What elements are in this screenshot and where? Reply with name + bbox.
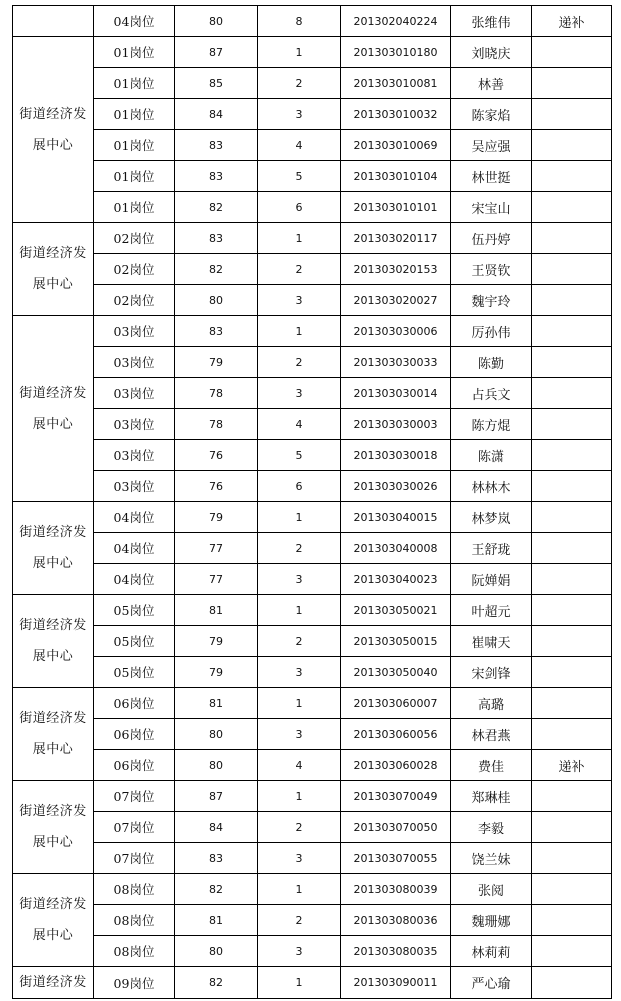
table-row (13, 657, 612, 688)
name-cell: 高璐 (451, 688, 532, 719)
rank-cell: 6 (258, 192, 341, 223)
unit-name-cell (13, 502, 94, 595)
score-cell: 78 (175, 409, 258, 440)
name-cell: 饶兰妹 (451, 843, 532, 874)
post-cell: 06岗位 (94, 750, 175, 781)
rank-cell: 3 (258, 99, 341, 130)
note-cell (532, 471, 612, 502)
unit-name-line: 街道经济发 (19, 106, 87, 122)
note-cell (532, 68, 612, 99)
ticket-number-cell: 201303030003 (341, 409, 451, 440)
rank-cell: 2 (258, 812, 341, 843)
score-cell: 84 (175, 812, 258, 843)
table-row (13, 223, 612, 254)
ticket-number-cell: 201303090011 (341, 967, 451, 999)
unit-name-line: 展中心 (32, 742, 74, 757)
ticket-number-cell: 201303010101 (341, 192, 451, 223)
rank-cell: 4 (258, 750, 341, 781)
table-row (13, 285, 612, 316)
score-cell: 79 (175, 626, 258, 657)
note-cell (532, 130, 612, 161)
unit-name-line: 展中心 (32, 277, 74, 292)
ticket-number-cell: 201303050015 (341, 626, 451, 657)
note-cell (532, 223, 612, 254)
score-cell: 78 (175, 378, 258, 409)
table-row (13, 99, 612, 130)
results-table (12, 5, 612, 999)
score-cell: 82 (175, 874, 258, 905)
rank-cell: 1 (258, 316, 341, 347)
ticket-number-cell: 201303080039 (341, 874, 451, 905)
score-cell: 77 (175, 564, 258, 595)
name-cell: 伍丹婷 (451, 223, 532, 254)
note-cell (532, 719, 612, 750)
rank-cell: 3 (258, 285, 341, 316)
table-row (13, 874, 612, 905)
rank-cell: 3 (258, 719, 341, 750)
score-cell: 85 (175, 68, 258, 99)
post-cell: 07岗位 (94, 812, 175, 843)
ticket-number-cell: 201303010032 (341, 99, 451, 130)
table-row (13, 781, 612, 812)
rank-cell: 3 (258, 378, 341, 409)
note-cell (532, 843, 612, 874)
post-cell: 08岗位 (94, 905, 175, 936)
unit-name-line: 展中心 (32, 928, 74, 943)
ticket-number-cell: 201303010104 (341, 161, 451, 192)
name-cell: 魏珊娜 (451, 905, 532, 936)
rank-cell: 1 (258, 595, 341, 626)
note-cell: 递补 (532, 750, 612, 781)
rank-cell: 5 (258, 161, 341, 192)
name-cell: 林林木 (451, 471, 532, 502)
post-cell: 02岗位 (94, 285, 175, 316)
score-cell: 76 (175, 471, 258, 502)
table-row (13, 564, 612, 595)
score-cell: 81 (175, 688, 258, 719)
score-cell: 80 (175, 6, 258, 37)
post-cell: 01岗位 (94, 192, 175, 223)
unit-name-line: 街道经济发 (19, 975, 87, 990)
unit-name-line: 街道经济发 (19, 246, 87, 261)
post-cell: 01岗位 (94, 68, 175, 99)
score-cell: 83 (175, 130, 258, 161)
rank-cell: 3 (258, 657, 341, 688)
unit-name-cell (13, 967, 94, 999)
table-row (13, 843, 612, 874)
table-body (13, 6, 612, 999)
unit-name-line: 街道经济发 (19, 525, 87, 540)
unit-name-cell (13, 595, 94, 688)
table-row (13, 6, 612, 37)
note-cell (532, 409, 612, 440)
name-cell: 王舒珑 (451, 533, 532, 564)
note-cell (532, 285, 612, 316)
score-cell: 81 (175, 905, 258, 936)
table-row (13, 130, 612, 161)
name-cell: 张维伟 (451, 6, 532, 37)
ticket-number-cell: 201303040008 (341, 533, 451, 564)
unit-name-line: 街道经济发 (19, 804, 87, 819)
rank-cell: 6 (258, 471, 341, 502)
post-cell: 02岗位 (94, 223, 175, 254)
rank-cell: 1 (258, 223, 341, 254)
table-row (13, 37, 612, 68)
name-cell: 林君燕 (451, 719, 532, 750)
ticket-number-cell: 201303020027 (341, 285, 451, 316)
note-cell (532, 440, 612, 471)
rank-cell: 3 (258, 843, 341, 874)
note-cell (532, 99, 612, 130)
table-row (13, 719, 612, 750)
table-row (13, 68, 612, 99)
score-cell: 80 (175, 750, 258, 781)
note-cell (532, 347, 612, 378)
unit-name-line: 街道经济发 (19, 897, 87, 912)
unit-name-line: 展中心 (32, 416, 74, 432)
note-cell (532, 657, 612, 688)
score-cell: 80 (175, 936, 258, 967)
score-cell: 80 (175, 285, 258, 316)
table-row (13, 595, 612, 626)
score-cell: 82 (175, 192, 258, 223)
rank-cell: 1 (258, 37, 341, 68)
note-cell (532, 905, 612, 936)
score-cell: 87 (175, 37, 258, 68)
post-cell: 03岗位 (94, 347, 175, 378)
name-cell: 张阅 (451, 874, 532, 905)
table-row (13, 440, 612, 471)
unit-name-line: 街道经济发 (19, 711, 87, 726)
score-cell: 83 (175, 161, 258, 192)
score-cell: 80 (175, 719, 258, 750)
note-cell (532, 378, 612, 409)
name-cell: 林莉莉 (451, 936, 532, 967)
post-cell: 05岗位 (94, 626, 175, 657)
name-cell: 宋剑锋 (451, 657, 532, 688)
ticket-number-cell: 201303030006 (341, 316, 451, 347)
note-cell (532, 564, 612, 595)
post-cell: 01岗位 (94, 130, 175, 161)
score-cell: 87 (175, 781, 258, 812)
unit-name-cell (13, 316, 94, 502)
note-cell (532, 781, 612, 812)
post-cell: 09岗位 (94, 967, 175, 999)
table-row (13, 688, 612, 719)
post-cell: 02岗位 (94, 254, 175, 285)
score-cell: 83 (175, 223, 258, 254)
table-row (13, 409, 612, 440)
note-cell: 递补 (532, 6, 612, 37)
post-cell: 03岗位 (94, 440, 175, 471)
note-cell (532, 967, 612, 999)
name-cell: 刘晓庆 (451, 37, 532, 68)
post-cell: 07岗位 (94, 843, 175, 874)
post-cell: 01岗位 (94, 37, 175, 68)
score-cell: 83 (175, 843, 258, 874)
table-row (13, 626, 612, 657)
name-cell: 林世挺 (451, 161, 532, 192)
note-cell (532, 688, 612, 719)
ticket-number-cell: 201303080036 (341, 905, 451, 936)
rank-cell: 2 (258, 626, 341, 657)
table-row (13, 471, 612, 502)
ticket-number-cell: 201303030018 (341, 440, 451, 471)
note-cell (532, 502, 612, 533)
post-cell: 03岗位 (94, 378, 175, 409)
post-cell: 05岗位 (94, 657, 175, 688)
ticket-number-cell: 201303070049 (341, 781, 451, 812)
score-cell: 77 (175, 533, 258, 564)
rank-cell: 1 (258, 781, 341, 812)
score-cell: 81 (175, 595, 258, 626)
post-cell: 05岗位 (94, 595, 175, 626)
table-row (13, 533, 612, 564)
name-cell: 叶超元 (451, 595, 532, 626)
note-cell (532, 316, 612, 347)
table-row (13, 936, 612, 967)
rank-cell: 2 (258, 533, 341, 564)
score-cell: 82 (175, 254, 258, 285)
rank-cell: 1 (258, 874, 341, 905)
name-cell: 林善 (451, 68, 532, 99)
name-cell: 李毅 (451, 812, 532, 843)
table-row (13, 502, 612, 533)
unit-name-cell (13, 781, 94, 874)
name-cell: 陈潇 (451, 440, 532, 471)
table-row (13, 812, 612, 843)
name-cell: 陈方焜 (451, 409, 532, 440)
name-cell: 宋宝山 (451, 192, 532, 223)
post-cell: 01岗位 (94, 99, 175, 130)
note-cell (532, 936, 612, 967)
post-cell: 06岗位 (94, 688, 175, 719)
post-cell: 06岗位 (94, 719, 175, 750)
post-cell: 08岗位 (94, 874, 175, 905)
rank-cell: 3 (258, 564, 341, 595)
name-cell: 严心瑜 (451, 967, 532, 999)
note-cell (532, 533, 612, 564)
post-cell: 04岗位 (94, 6, 175, 37)
unit-name-line: 展中心 (32, 137, 74, 153)
unit-name-line: 街道经济发 (19, 618, 87, 633)
ticket-number-cell: 201303070050 (341, 812, 451, 843)
rank-cell: 4 (258, 130, 341, 161)
unit-name-line: 街道经济发 (19, 385, 87, 401)
name-cell: 厉孙伟 (451, 316, 532, 347)
post-cell: 04岗位 (94, 502, 175, 533)
rank-cell: 4 (258, 409, 341, 440)
note-cell (532, 626, 612, 657)
name-cell: 陈家焰 (451, 99, 532, 130)
score-cell: 83 (175, 316, 258, 347)
unit-name-line: 展中心 (32, 649, 74, 664)
unit-name-cell (13, 37, 94, 223)
score-cell: 79 (175, 502, 258, 533)
ticket-number-cell: 201303060056 (341, 719, 451, 750)
unit-name-cell (13, 6, 94, 37)
unit-name-cell (13, 688, 94, 781)
score-cell: 79 (175, 347, 258, 378)
note-cell (532, 812, 612, 843)
score-cell: 84 (175, 99, 258, 130)
ticket-number-cell: 201303030033 (341, 347, 451, 378)
ticket-number-cell: 201303020117 (341, 223, 451, 254)
ticket-number-cell: 201303060007 (341, 688, 451, 719)
ticket-number-cell: 201303040023 (341, 564, 451, 595)
name-cell: 陈勤 (451, 347, 532, 378)
rank-cell: 2 (258, 347, 341, 378)
post-cell: 01岗位 (94, 161, 175, 192)
ticket-number-cell: 201303030014 (341, 378, 451, 409)
rank-cell: 1 (258, 688, 341, 719)
post-cell: 03岗位 (94, 316, 175, 347)
rank-cell: 2 (258, 68, 341, 99)
ticket-number-cell: 201303040015 (341, 502, 451, 533)
unit-name-cell (13, 874, 94, 967)
post-cell: 08岗位 (94, 936, 175, 967)
unit-name-line: 展中心 (32, 835, 74, 850)
post-cell: 07岗位 (94, 781, 175, 812)
post-cell: 04岗位 (94, 564, 175, 595)
table-row (13, 905, 612, 936)
ticket-number-cell: 201303010069 (341, 130, 451, 161)
rank-cell: 5 (258, 440, 341, 471)
post-cell: 03岗位 (94, 471, 175, 502)
rank-cell: 8 (258, 6, 341, 37)
note-cell (532, 254, 612, 285)
ticket-number-cell: 201303010180 (341, 37, 451, 68)
ticket-number-cell: 201303080035 (341, 936, 451, 967)
ticket-number-cell: 201303050021 (341, 595, 451, 626)
name-cell: 林梦岚 (451, 502, 532, 533)
score-cell: 82 (175, 967, 258, 999)
name-cell: 魏宇玲 (451, 285, 532, 316)
rank-cell: 2 (258, 905, 341, 936)
table-row (13, 967, 612, 999)
name-cell: 崔啸天 (451, 626, 532, 657)
note-cell (532, 37, 612, 68)
table-row (13, 192, 612, 223)
name-cell: 王贤钦 (451, 254, 532, 285)
table-row (13, 378, 612, 409)
name-cell: 吴应强 (451, 130, 532, 161)
table-row (13, 316, 612, 347)
ticket-number-cell: 201303050040 (341, 657, 451, 688)
table-row (13, 254, 612, 285)
post-cell: 03岗位 (94, 409, 175, 440)
rank-cell: 1 (258, 967, 341, 999)
name-cell: 郑琳桂 (451, 781, 532, 812)
note-cell (532, 595, 612, 626)
note-cell (532, 192, 612, 223)
table-row (13, 750, 612, 781)
note-cell (532, 161, 612, 192)
post-cell: 04岗位 (94, 533, 175, 564)
rank-cell: 1 (258, 502, 341, 533)
ticket-number-cell: 201303020153 (341, 254, 451, 285)
ticket-number-cell: 201303070055 (341, 843, 451, 874)
rank-cell: 2 (258, 254, 341, 285)
note-cell (532, 874, 612, 905)
ticket-number-cell: 201303030026 (341, 471, 451, 502)
unit-name-cell (13, 223, 94, 316)
unit-name-line: 展中心 (32, 556, 74, 571)
score-cell: 76 (175, 440, 258, 471)
table-row (13, 161, 612, 192)
name-cell: 阮婵娟 (451, 564, 532, 595)
ticket-number-cell: 201302040224 (341, 6, 451, 37)
name-cell: 费佳 (451, 750, 532, 781)
rank-cell: 3 (258, 936, 341, 967)
score-cell: 79 (175, 657, 258, 688)
ticket-number-cell: 201303060028 (341, 750, 451, 781)
table-row (13, 347, 612, 378)
name-cell: 占兵文 (451, 378, 532, 409)
ticket-number-cell: 201303010081 (341, 68, 451, 99)
